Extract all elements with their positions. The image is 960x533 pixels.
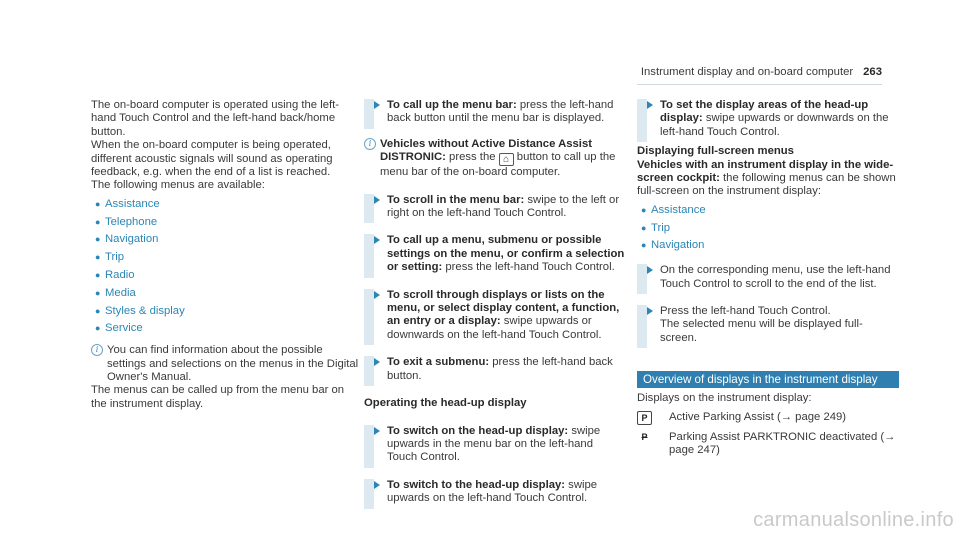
step-bar	[364, 289, 374, 346]
step-call-menu-bar	[364, 99, 626, 126]
intro-text: The on-board computer is operated using the left-hand Touch Control and the left-hand back/home button.	[91, 99, 340, 138]
step-text: Press the left-hand Touch Control.	[660, 305, 831, 318]
page-number: 263	[863, 66, 882, 78]
bullet-icon: ●	[95, 270, 101, 281]
menu-link[interactable]: Navigation	[105, 233, 159, 246]
info-note	[364, 138, 626, 180]
step-switch-to-hud	[364, 479, 626, 506]
full-screen-menu-list	[637, 202, 899, 255]
step-scroll-displays	[364, 289, 626, 343]
step-title: To call up the menu bar:	[387, 99, 517, 111]
menu-link[interactable]: Trip	[105, 251, 125, 264]
bullet-icon: ●	[95, 198, 101, 209]
arrow-right-icon	[647, 266, 653, 274]
symbol-text: Active Parking Assist (→ page 249)	[669, 410, 847, 423]
step-exit-submenu	[364, 356, 626, 383]
full-screen-title: Vehicles with an instrument display in the wide-screen cockpit:	[637, 158, 894, 185]
list-item[interactable]	[91, 267, 359, 285]
bullet-icon: ●	[641, 222, 647, 233]
step-result: The selected menu will be displayed full-screen.	[660, 318, 863, 344]
page-header	[641, 66, 882, 79]
menu-link[interactable]: Assistance	[651, 203, 706, 216]
info-icon: i	[364, 138, 376, 150]
full-screen-body: the following menus can be shown full-screen on the instrument display:	[637, 172, 896, 198]
displays-intro: Displays on the instrument display:	[637, 392, 812, 405]
arrow-right-icon	[374, 291, 380, 299]
hud-heading: Operating the head-up display	[364, 397, 527, 410]
list-item[interactable]	[91, 214, 359, 232]
list-item[interactable]	[91, 285, 359, 303]
list-item[interactable]	[637, 220, 899, 238]
step-text: On the corresponding menu, use the left-hand Touch Control to scroll to the end of the list.	[660, 264, 891, 290]
step-text: swipe upwards on the left-hand Touch Control.	[387, 478, 598, 505]
header-title: Instrument display and on-board computer	[640, 66, 854, 78]
step-bar	[637, 99, 647, 142]
bullet-icon: ●	[641, 204, 647, 215]
step-bar	[364, 356, 374, 386]
column-3	[637, 99, 899, 457]
step-bar	[637, 305, 647, 348]
column-1	[91, 99, 359, 411]
arrow-right-icon	[374, 196, 380, 204]
list-item[interactable]	[637, 202, 899, 220]
arrow-right-icon	[647, 101, 653, 109]
arrow-right-icon	[374, 101, 380, 109]
info-note	[91, 344, 359, 384]
note-text-post: button to call up the menu bar of the on-board computer.	[380, 151, 616, 179]
list-item[interactable]	[91, 320, 359, 338]
list-item[interactable]	[637, 237, 899, 255]
step-text: press the left-hand back button.	[387, 356, 613, 382]
menu-link[interactable]: Assistance	[105, 197, 160, 210]
step-title: To switch to the head-up display:	[387, 478, 566, 491]
menus-intro: The following menus are available:	[91, 179, 265, 192]
step-title: To set the display areas of the head-up display:	[660, 99, 869, 125]
arrow-right-icon	[374, 236, 380, 244]
step-title: To switch on the head-up display:	[387, 424, 569, 437]
note-text-pre: press the	[445, 151, 499, 164]
menu-link[interactable]: Styles & display	[105, 304, 185, 317]
step-bar	[364, 479, 374, 509]
step-switch-on-hud	[364, 425, 626, 465]
bullet-icon: ●	[95, 252, 101, 263]
full-screen-text	[637, 159, 899, 199]
step-text: press the left-hand back button until the menu bar is displayed.	[387, 99, 614, 125]
header-divider	[637, 84, 882, 85]
step-scroll-to-end	[637, 264, 899, 291]
menu-link[interactable]: Radio	[105, 269, 135, 282]
step-bar	[637, 264, 647, 294]
step-text: swipe upwards in the menu bar on the left-hand Touch Control.	[387, 424, 601, 464]
step-text: press the left-hand Touch Control.	[442, 261, 615, 274]
step-press-touch-control	[637, 305, 899, 345]
parktronic-deactivated-icon: P	[641, 431, 648, 442]
list-item[interactable]	[91, 231, 359, 249]
list-item[interactable]	[91, 303, 359, 321]
full-screen-heading: Displaying full-screen menus	[637, 145, 794, 158]
bullet-icon: ●	[95, 323, 101, 334]
watermark: carmanualsonline.info	[753, 508, 954, 531]
arrow-right-icon	[647, 307, 653, 315]
symbol-row-parktronic	[637, 431, 899, 458]
bullet-icon: ●	[95, 305, 101, 316]
symbol-text: Parking Assist PARKTRONIC deactivated (→ page 247)	[669, 430, 896, 457]
step-bar	[364, 234, 374, 277]
bullet-icon: ●	[641, 240, 647, 251]
menu-link[interactable]: Navigation	[651, 239, 705, 252]
step-title: To exit a submenu:	[387, 356, 490, 369]
section-title: Overview of displays in the instrument display	[637, 371, 899, 388]
menu-bar-text: The menus can be called up from the menu bar on the instrument display.	[91, 384, 345, 410]
menu-list	[91, 196, 359, 338]
step-title: To call up a menu, submenu or possible settings on the menu, or confirm a selection or setting:	[387, 234, 625, 274]
list-item[interactable]	[91, 196, 359, 214]
bullet-icon: ●	[95, 287, 101, 298]
note-title: Vehicles without Active Distance Assist DISTRONIC:	[380, 137, 592, 164]
step-text: swipe upwards or downwards on the left-hand Touch Control.	[387, 315, 602, 341]
arrow-right-icon	[374, 358, 380, 366]
step-bar	[364, 194, 374, 224]
info-icon: i	[91, 344, 103, 356]
menu-link[interactable]: Telephone	[105, 215, 158, 228]
arrow-right-icon	[374, 481, 380, 489]
bullet-icon: ●	[95, 234, 101, 245]
symbol-row-active-parking	[637, 411, 899, 428]
step-set-display-areas	[637, 99, 899, 139]
step-title: To scroll in the menu bar:	[387, 193, 525, 206]
step-bar	[364, 99, 374, 129]
menu-link[interactable]: Media	[105, 286, 136, 299]
signals-text: When the on-board computer is being operated, different acoustic signals will sound as operating feedback, e.g. when the end of a list is reached.	[91, 139, 333, 179]
active-parking-assist-icon: P	[637, 411, 652, 425]
arrow-right-icon	[374, 427, 380, 435]
bullet-icon: ●	[95, 216, 101, 227]
step-bar	[364, 425, 374, 468]
menu-link[interactable]: Service	[105, 322, 143, 335]
list-item[interactable]	[91, 249, 359, 267]
step-call-menu	[364, 234, 626, 274]
home-button-icon: ⌂	[499, 153, 514, 166]
step-scroll-menu-bar	[364, 194, 626, 221]
step-title: To scroll through displays or lists on the menu, or select display content, a function, an entry or a display:	[387, 288, 620, 328]
step-text: swipe to the left or right on the left-hand Touch Control.	[387, 193, 620, 220]
menu-link[interactable]: Trip	[651, 221, 671, 234]
note-text: You can find information about the possible settings and selections on the menus in the Digital Owner's Manual.	[107, 344, 359, 384]
step-text: swipe upwards or downwards on the left-hand Touch Control.	[660, 112, 889, 138]
column-2	[364, 99, 626, 506]
